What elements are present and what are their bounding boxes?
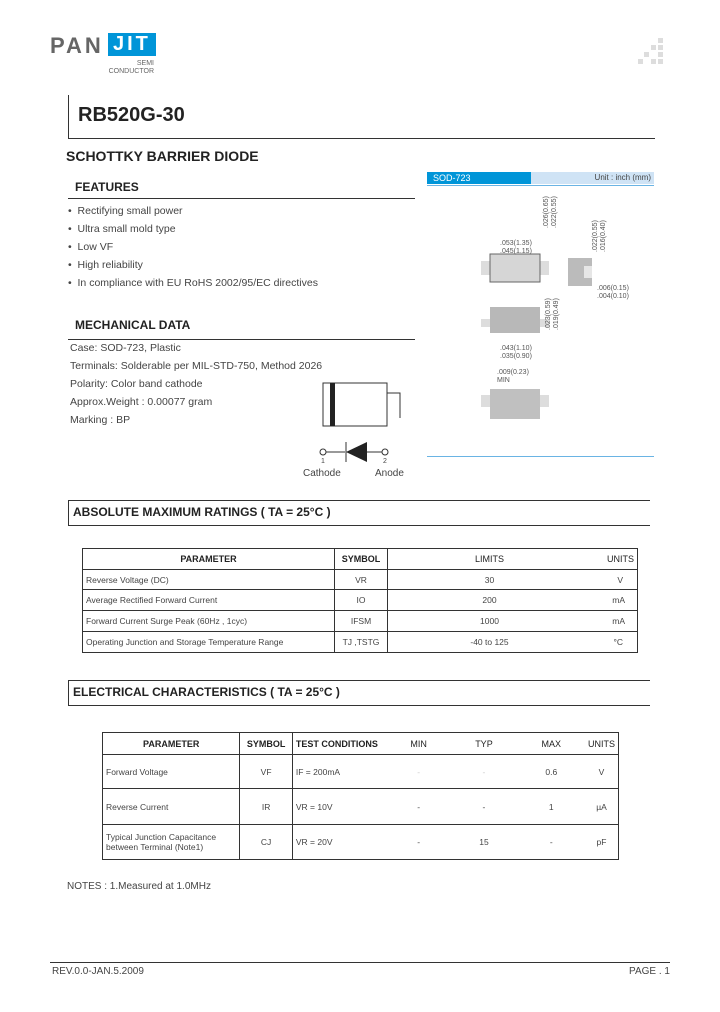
revision: REV.0.0-JAN.5.2009 — [52, 966, 144, 977]
cell: - — [387, 755, 450, 789]
table-row — [103, 825, 619, 860]
title-bracket — [68, 95, 69, 138]
divider — [68, 500, 69, 525]
cell: IF = 200mA — [292, 755, 387, 789]
col-header: SYMBOL — [240, 733, 293, 755]
dim-lead-length: .009(0.23) MIN — [497, 369, 529, 384]
cell: Forward Current Surge Peak (60Hz , 1cyc) — [83, 611, 335, 632]
cell: Average Rectified Forward Current — [83, 590, 335, 611]
cell: mA — [591, 611, 638, 632]
cell: - — [387, 789, 450, 825]
divider — [427, 456, 654, 457]
cell: TJ ,TSTG — [335, 632, 388, 653]
grid-decoration-icon — [638, 38, 668, 68]
col-header: MIN — [387, 733, 450, 755]
cell: Operating Junction and Storage Temperature Range — [83, 632, 335, 653]
cell: Typical Junction Capacitance between Terminal (Note1) — [103, 825, 240, 860]
col-header: TYP — [450, 733, 517, 755]
cell: IR — [240, 789, 293, 825]
package-header-bar — [427, 172, 654, 184]
mechanical-heading: MECHANICAL DATA — [75, 318, 191, 332]
col-header: LIMITS — [388, 549, 592, 570]
page-number: PAGE . 1 — [629, 966, 670, 977]
cell: pF — [585, 825, 619, 860]
feature-item: • Ultra small mold type — [68, 223, 176, 235]
cell: 1000 — [388, 611, 592, 632]
feature-item: • Low VF — [68, 241, 114, 253]
mech-item: Polarity: Color band cathode — [70, 378, 203, 390]
cell: Reverse Voltage (DC) — [83, 570, 335, 590]
cell: CJ — [240, 825, 293, 860]
cell: mA — [591, 590, 638, 611]
cell: IO — [335, 590, 388, 611]
cell: IFSM — [335, 611, 388, 632]
dim-lead-thickness: .006(0.15) .004(0.10) — [597, 285, 629, 300]
table-row — [103, 755, 619, 789]
cell: 200 — [388, 590, 592, 611]
pin2-label: 2 — [383, 458, 387, 465]
notes: NOTES : 1.Measured at 1.0MHz — [67, 881, 211, 892]
dim-length: .053(1.35) .045(1.15) — [500, 240, 532, 255]
cell: 1 — [518, 789, 585, 825]
cell: VF — [240, 755, 293, 789]
abs-max-table — [82, 548, 638, 653]
col-header: UNITS — [591, 549, 638, 570]
table-header-row — [83, 549, 638, 570]
col-header: TEST CONDITIONS — [292, 733, 387, 755]
table-row — [83, 611, 638, 632]
divider — [68, 705, 650, 706]
anode-label: Anode — [375, 468, 404, 479]
feature-item: • High reliability — [68, 259, 143, 271]
cell: °C — [591, 632, 638, 653]
divider — [68, 138, 655, 139]
cell: VR = 10V — [292, 789, 387, 825]
package-side-drawing — [568, 258, 592, 288]
divider — [68, 198, 415, 199]
col-header: UNITS — [585, 733, 619, 755]
col-header: SYMBOL — [335, 549, 388, 570]
divider — [68, 680, 650, 681]
part-number: RB520G-30 — [78, 104, 185, 126]
package-name: SOD-723 — [427, 172, 531, 184]
pin1-label: 1 — [321, 458, 325, 465]
logo-sub-semi: SEMI — [136, 60, 154, 67]
col-header: PARAMETER — [83, 549, 335, 570]
cell: Forward Voltage — [103, 755, 240, 789]
footer-divider — [50, 962, 670, 963]
table-row — [83, 590, 638, 611]
cell: 15 — [450, 825, 517, 860]
elec-heading: ELECTRICAL CHARACTERISTICS ( TA = 25°C ) — [73, 685, 340, 699]
cell: 0.6 — [518, 755, 585, 789]
col-header: MAX — [518, 733, 585, 755]
package-unit: Unit : inch (mm) — [594, 173, 651, 182]
cell: - — [387, 825, 450, 860]
cell: - — [450, 755, 517, 789]
divider — [68, 680, 69, 705]
mech-item: Case: SOD-723, Plastic — [70, 342, 181, 354]
divider — [68, 525, 650, 526]
cell: -40 to 125 — [388, 632, 592, 653]
mech-item: Approx.Weight : 0.00077 gram — [70, 396, 213, 408]
cell: µA — [585, 789, 619, 825]
table-row — [103, 789, 619, 825]
divider — [68, 500, 650, 501]
mech-item: Marking : BP — [70, 414, 131, 426]
logo-pan: PAN — [50, 33, 104, 58]
cell: 30 — [388, 570, 592, 590]
feature-item: • In compliance with EU RoHS 2002/95/EC directives — [68, 277, 318, 289]
abs-max-heading: ABSOLUTE MAXIMUM RATINGS ( TA = 25°C ) — [73, 505, 331, 519]
device-type: SCHOTTKY BARRIER DIODE — [66, 148, 259, 164]
cell: Reverse Current — [103, 789, 240, 825]
dim-body-height: .023(0.59) .019(0.49) — [545, 298, 560, 330]
cell: V — [591, 570, 638, 590]
features-list — [68, 202, 318, 292]
table-row — [83, 632, 638, 653]
features-heading: FEATURES — [75, 180, 139, 194]
logo-jit: JIT — [108, 33, 156, 56]
cell: - — [450, 789, 517, 825]
dim-overall: .043(1.10) .035(0.90) — [500, 345, 532, 360]
mechanical-list — [70, 339, 322, 429]
divider — [427, 185, 654, 186]
elec-table — [102, 732, 619, 860]
cell: V — [585, 755, 619, 789]
cell: - — [518, 825, 585, 860]
logo-sub-conductor: CONDUCTOR — [108, 68, 154, 75]
table-header-row — [103, 733, 619, 755]
cell: VR — [335, 570, 388, 590]
dim-height: .022(0.55) .016(0.40) — [592, 220, 607, 252]
feature-item: • Rectifying small power — [68, 205, 183, 217]
mech-item: Terminals: Solderable per MIL-STD-750, Method 2026 — [70, 360, 323, 372]
col-header: PARAMETER — [103, 733, 240, 755]
cell: VR = 20V — [292, 825, 387, 860]
cathode-label: Cathode — [303, 468, 341, 479]
dim-width: .026(0.65) .022(0.55) — [543, 196, 558, 228]
table-row — [83, 570, 638, 590]
